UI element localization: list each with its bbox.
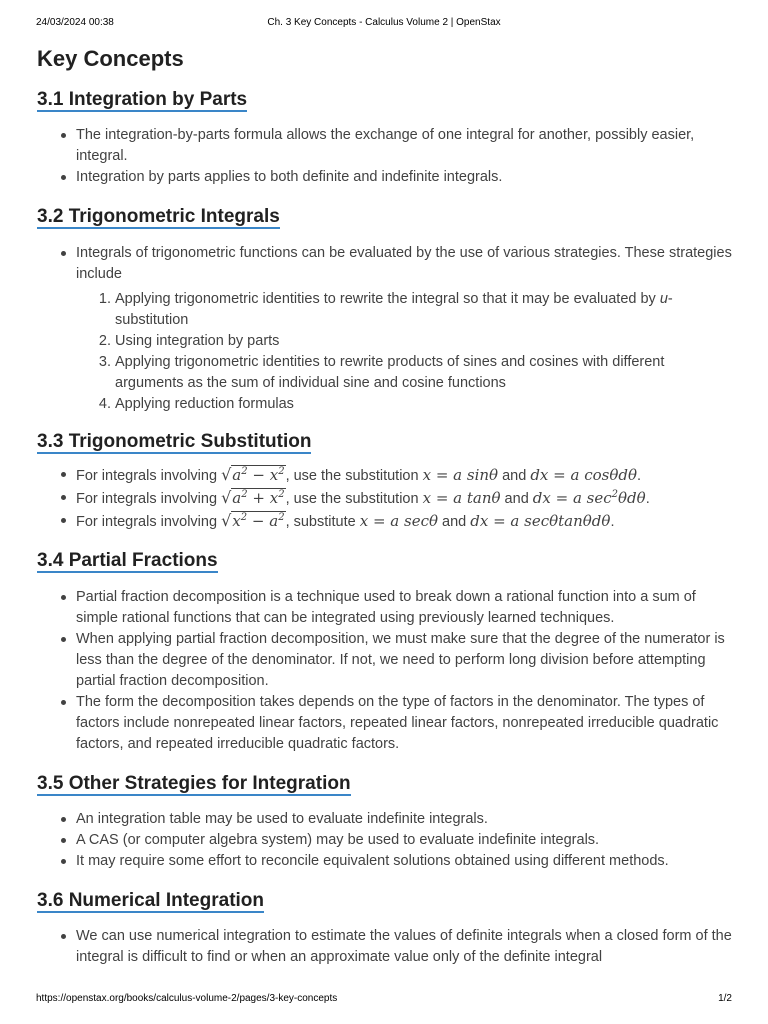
list-item: It may require some effort to reconcile equivalent solutions obtained using different methods. [76, 851, 735, 872]
math-op: − [247, 466, 270, 484]
text: For integrals involving [76, 491, 222, 507]
list-item: The integration-by-parts formula allows the exchange of one integral for another, possibly easier, integral. [76, 125, 735, 167]
text: . [610, 514, 615, 530]
exponent: 2 [241, 466, 248, 477]
exponent: 2 [278, 489, 285, 500]
section-heading [37, 88, 735, 112]
exponent: 2 [278, 512, 285, 523]
math-var: a [269, 512, 279, 530]
numbered-item: 4. Applying reduction formulas [115, 394, 735, 415]
radical-expression: $√x^2 - a^2$ [221, 511, 285, 530]
section-heading [37, 772, 735, 796]
radical-expression: $√a^2 - x^2$ [221, 465, 285, 484]
math-text: θdθ [618, 489, 646, 507]
text: For integrals involving [76, 514, 222, 530]
math-text: dx = a sec [532, 489, 612, 507]
text: . [636, 468, 642, 484]
radical-expression: $√a^2 + x^2$ [221, 488, 285, 507]
list-item [76, 243, 735, 415]
list-item: An integration table may be used to evaluate indefinite integrals. [76, 809, 735, 830]
section-other-strategies [37, 772, 735, 872]
section-link-3-1[interactable]: 3.1 Integration by Parts [37, 89, 248, 110]
substitution-formula: x = a sinθ [422, 466, 499, 484]
step-text: -substitution [115, 291, 673, 328]
text: , use the substitution [285, 468, 423, 484]
print-date: 24/03/2024 00:38 [36, 17, 114, 28]
section-integration-by-parts [37, 88, 735, 188]
section-numerical-integration [37, 889, 735, 968]
math-var: x [269, 489, 279, 507]
text: For integrals involving [76, 468, 222, 484]
list-item: The form the decomposition takes depends on the type of factors in the denominator. The types of factors include nonrepeated linear factors, repeated linear factors, nonrepeated irreducible quadratic factors, and repeated irreducible quadratic factors. [76, 692, 735, 755]
substitution-formula: x = a secθ [359, 512, 438, 530]
list-item: Partial fraction decomposition is a technique used to break down a rational function into a sum of simple rational functions that can be integrated using previously learned techniques. [76, 587, 735, 629]
bullet-list [37, 464, 735, 533]
step-text: Applying trigonometric identities to rewrite the integral so that it may be evaluated by [115, 291, 660, 307]
numbered-list [76, 289, 735, 415]
list-item [76, 510, 735, 533]
bullet-list [37, 125, 735, 188]
text: and [500, 491, 533, 507]
text: , substitute [285, 514, 360, 530]
section-link-3-4[interactable]: 3.4 Partial Fractions [37, 550, 218, 571]
list-item-text: Integrals of trigonometric functions can be evaluated by the use of various strategies. These strategies include [76, 245, 732, 282]
section-trigonometric-integrals [37, 205, 735, 415]
exponent: 2 [611, 489, 619, 500]
bullet-list [37, 809, 735, 872]
numbered-item: 3. Applying trigonometric identities to rewrite products of sines and cosines with different arguments as the sum of individual sine and cosine functions [115, 352, 735, 394]
text: , use the substitution [285, 491, 423, 507]
math-var: a [232, 466, 242, 484]
list-item: When applying partial fraction decomposition, we must make sure that the degree of the numerator is less than the degree of the denominator. If not, we need to perform long division before attempting partial fraction decomposition. [76, 629, 735, 692]
math-var: x [232, 512, 241, 530]
section-link-3-3[interactable]: 3.3 Trigonometric Substitution [37, 431, 312, 452]
differential-formula [533, 489, 646, 507]
math-op: + [247, 489, 270, 507]
section-trigonometric-substitution [37, 430, 735, 533]
bullet-list [37, 587, 735, 755]
section-heading [37, 430, 735, 454]
math-op: − [247, 512, 270, 530]
math-var: x [269, 466, 279, 484]
section-heading [37, 205, 735, 229]
text: . [645, 491, 650, 507]
page-number: 1/2 [718, 993, 732, 1004]
differential-formula: dx = a cosθdθ [530, 466, 637, 484]
math-var: a [232, 489, 242, 507]
list-item: A CAS (or computer algebra system) may be used to evaluate indefinite integrals. [76, 830, 735, 851]
numbered-item: 2. Using integration by parts [115, 331, 735, 352]
list-item: Integration by parts applies to both definite and indefinite integrals. [76, 167, 735, 188]
section-heading [37, 889, 735, 913]
section-heading [37, 549, 735, 573]
print-document-title: Ch. 3 Key Concepts - Calculus Volume 2 | OpenStax [267, 17, 501, 28]
section-link-3-5[interactable]: 3.5 Other Strategies for Integration [37, 773, 351, 794]
list-item [76, 487, 735, 510]
page-url: https://openstax.org/books/calculus-volume-2/pages/3-key-concepts [36, 993, 338, 1004]
exponent: 2 [278, 466, 285, 477]
section-link-3-2[interactable]: 3.2 Trigonometric Integrals [37, 206, 280, 227]
print-header [36, 17, 732, 31]
list-item [76, 464, 735, 487]
numbered-item [115, 289, 735, 331]
section-partial-fractions [37, 549, 735, 755]
section-link-3-6[interactable]: 3.6 Numerical Integration [37, 890, 265, 911]
differential-formula: dx = a secθtanθdθ [470, 512, 611, 530]
bullet-list [37, 243, 735, 415]
variable-u: u [659, 291, 668, 307]
substitution-formula: x = a tanθ [422, 489, 501, 507]
bullet-list [37, 926, 735, 968]
print-footer [36, 993, 732, 1007]
main-content [37, 44, 735, 974]
page-title: Key Concepts [37, 46, 184, 71]
list-item: We can use numerical integration to estimate the values of definite integrals when a closed form of the integral is difficult to find or when an approximate value only of the definite integral [76, 926, 735, 968]
text: and [438, 514, 471, 530]
exponent: 2 [241, 489, 248, 500]
text: and [498, 468, 531, 484]
exponent: 2 [240, 512, 248, 523]
